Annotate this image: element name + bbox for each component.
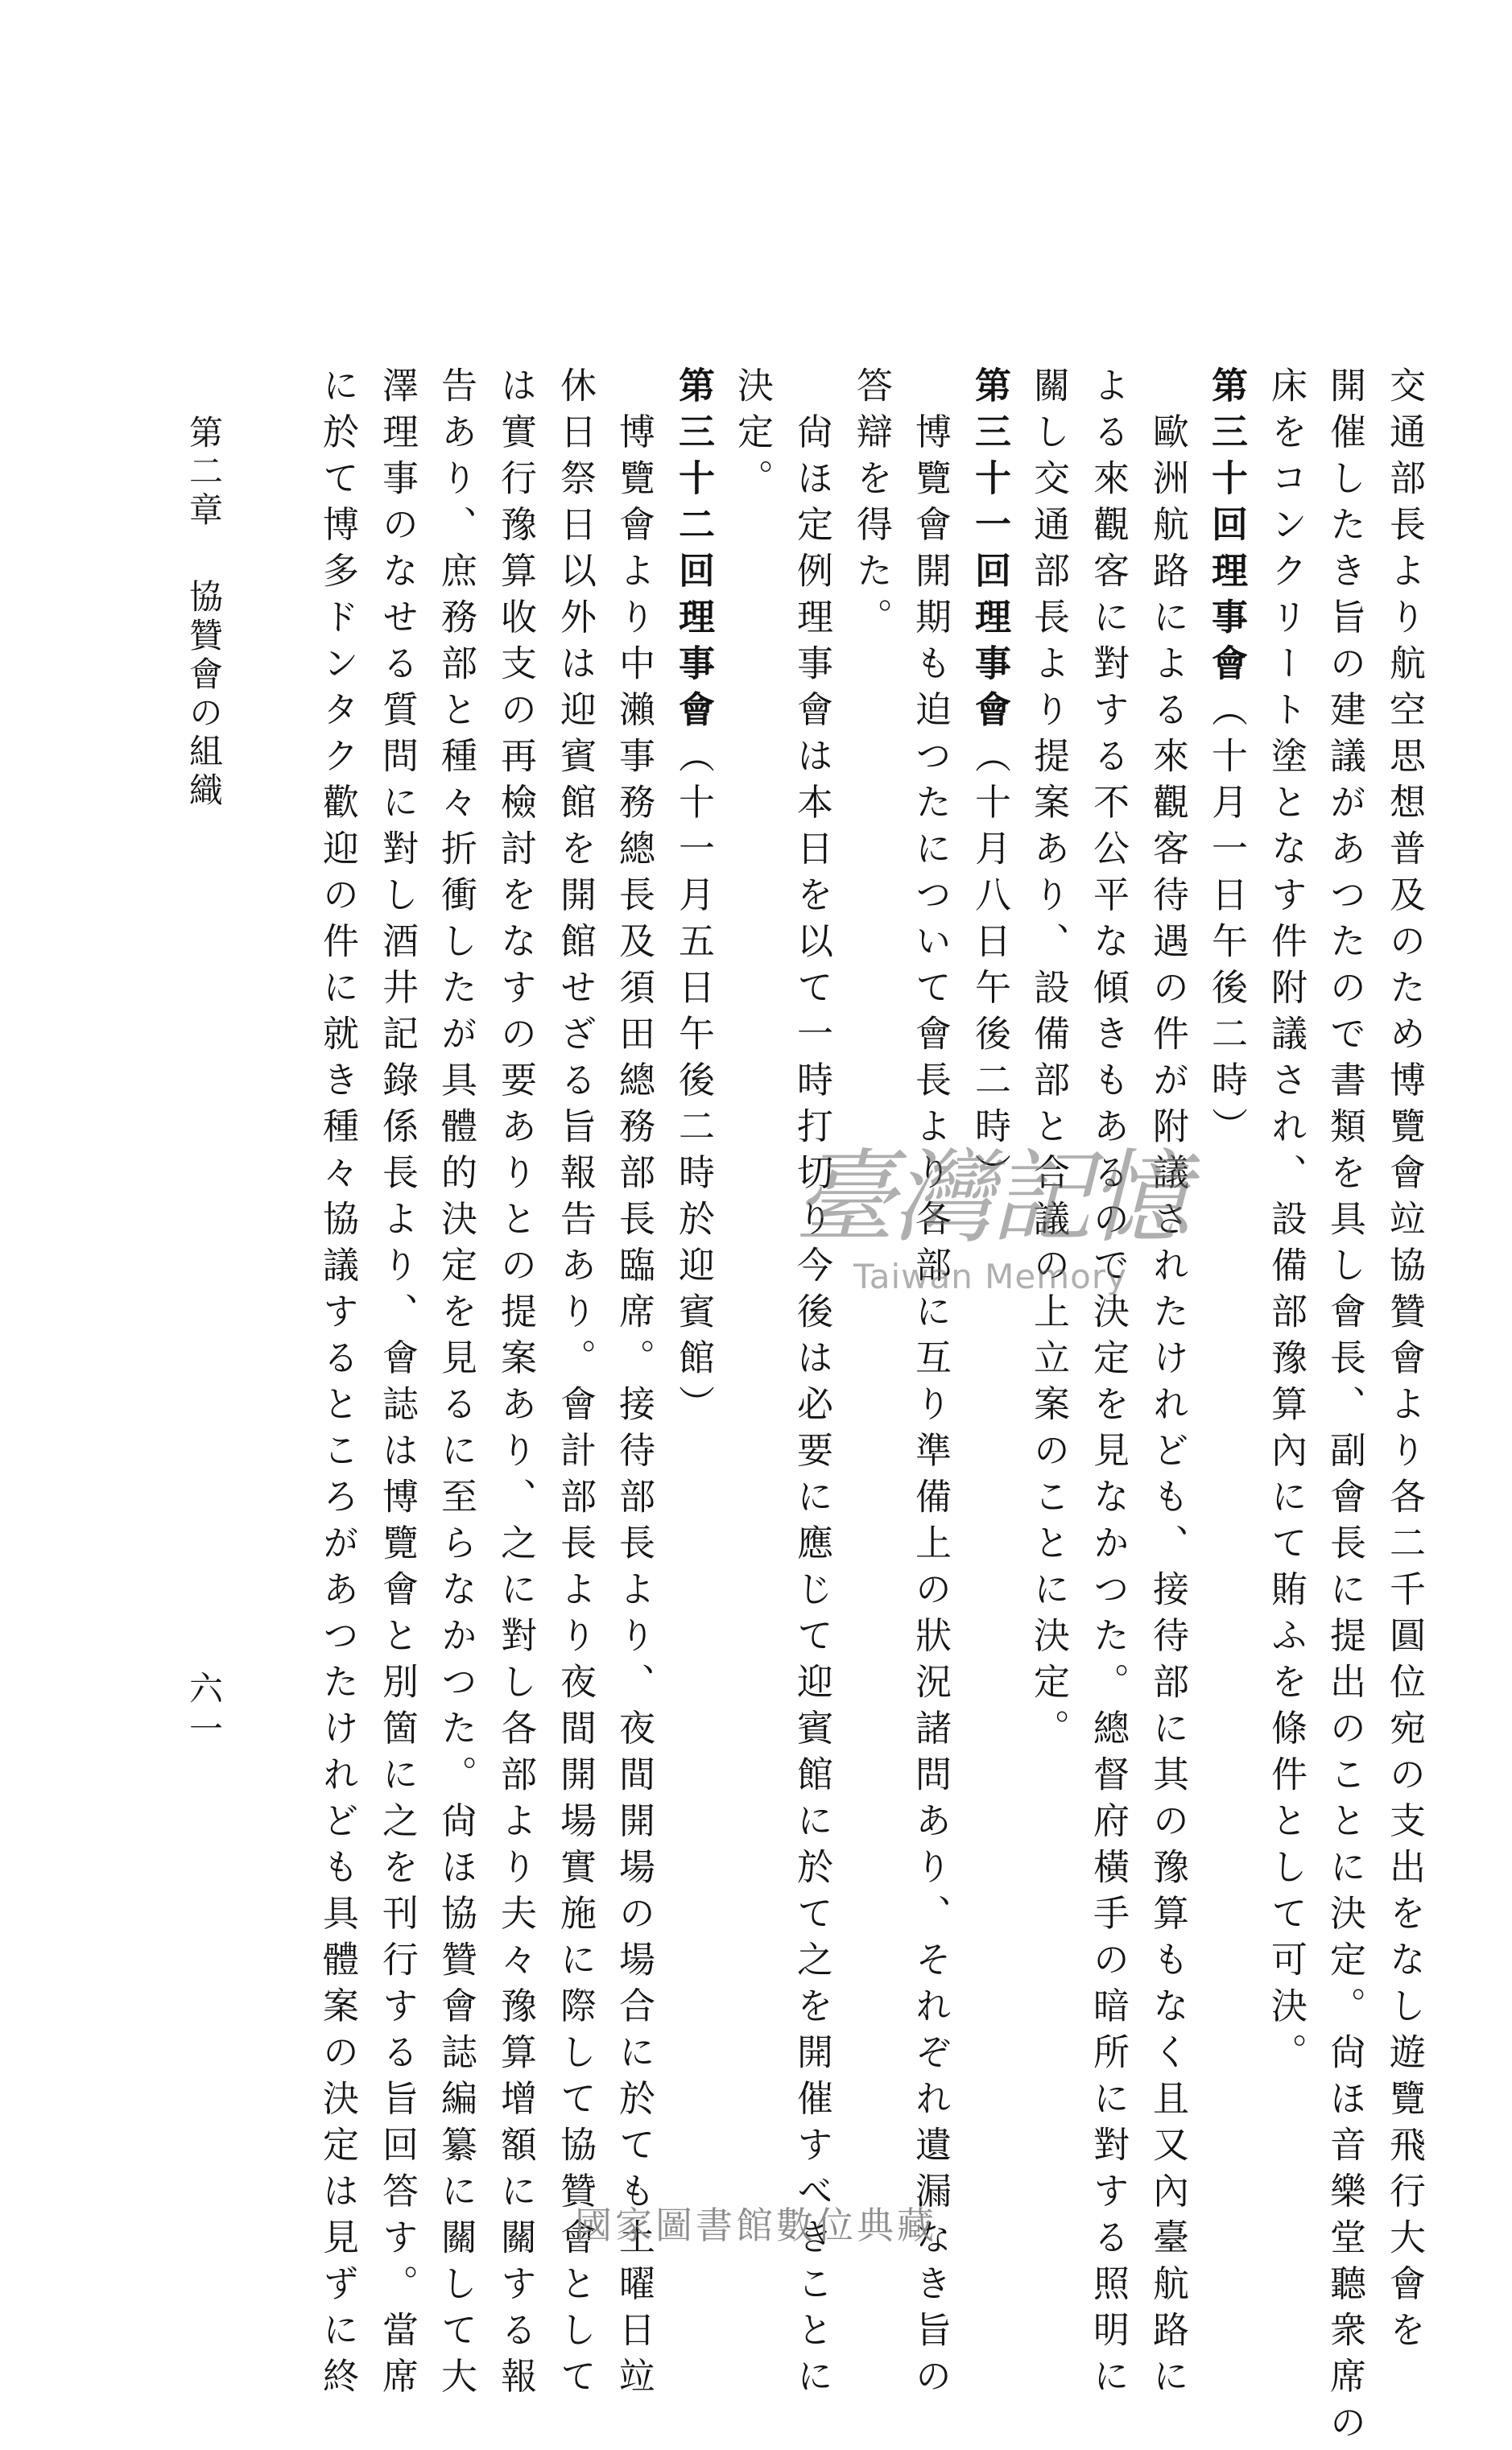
- text-column-line: 交通部長より航空思想普及のため博覽會竝協贊會より各二千圓位宛の支出をなし遊覽飛行大會を: [1383, 366, 1426, 2357]
- text-column: [316, 366, 359, 2403]
- text-column-line: は實行豫算收支の再檢討をなすの要ありとの提案あり、之に對し各部より夫々豫算增額に關する報: [494, 366, 537, 2403]
- page-number: 六一: [184, 1671, 224, 1751]
- section-heading-date: （十一月五日午後二時於迎賓館）: [672, 737, 715, 1432]
- text-column: [731, 366, 774, 506]
- text-column: [554, 366, 597, 2403]
- text-column: [613, 366, 655, 2403]
- text-column-line: 休日祭日以外は迎賓館を開館せざる旨報告あり。會計部長より夜間開場實施に際して協贊會として: [554, 366, 597, 2403]
- section-heading-title: 第三十二回理事會: [672, 366, 715, 737]
- text-column-line: 澤理事のなせる質問に對し酒井記錄係長より、會誌は博覽會と別箇に之を刊行する旨回答す。當席: [376, 366, 419, 2403]
- text-column-line: 答辯を得た。: [850, 366, 893, 644]
- text-column: [791, 366, 833, 2403]
- text-column-line: に於て博多ドンタク歡迎の件に就き種々協議するところがあつたけれども具體案の決定は見ずに終: [316, 366, 359, 2403]
- watermark-chinese: 臺灣記憶: [794, 1138, 1187, 1257]
- text-column: [435, 366, 477, 2403]
- section-heading: [969, 366, 1011, 1200]
- text-column-line: 關し交通部長より提案あり、設備部と合議の上立案のことに決定。: [1027, 366, 1070, 1755]
- section-heading-date: （十月一日午後二時）: [1205, 690, 1248, 1154]
- text-column-line: 尙ほ定例理事會は本日を以て一時打切り今後は必要に應じて迎賓館に於て之を開催すべきことに: [791, 366, 833, 2403]
- watermark-logo: [741, 1138, 1240, 1324]
- section-heading-title: 第三十回理事會: [1205, 366, 1248, 691]
- text-column-line: 開催したき旨の建議があつたので書類を具し會長、副會長に提出のことに決定。尙ほ音樂堂聽衆席の: [1324, 366, 1366, 2450]
- text-column: [1324, 366, 1366, 2450]
- section-heading: [1205, 366, 1248, 1154]
- text-column-line: 博覽會開期も迫つたについて會長より各部に互り準備上の狀況諸問あり、それぞれ遺漏なき旨の: [909, 366, 952, 2403]
- text-column: [376, 366, 419, 2403]
- running-head-chapter: 第二章: [184, 415, 224, 531]
- text-column: [1087, 366, 1130, 2403]
- section-heading-date: （十月八日午後二時）: [969, 737, 1011, 1200]
- running-head: [184, 415, 224, 811]
- text-column-line: 床をコンクリート塗となす件附議され、設備部豫算內にて賄ふを條件として可決。: [1265, 366, 1308, 2080]
- section-heading: [672, 366, 715, 1432]
- text-column: [909, 366, 952, 2403]
- text-column-line: 決定。: [731, 366, 774, 506]
- section-heading-title: 第三十一回理事會: [969, 366, 1011, 737]
- text-column: [1265, 366, 1308, 2080]
- collection-footer: 國家圖書館數位典藏: [575, 2204, 937, 2247]
- text-column-line: よる來觀客に對する不公平な傾きもあるので決定を見なかつた。總督府橫手の暗所に對する照明に: [1087, 366, 1130, 2403]
- watermark-english: Taiwan Memory: [853, 1257, 1127, 1296]
- running-head-title: 協贊會の組織: [184, 579, 224, 811]
- text-column: [494, 366, 537, 2403]
- text-column-line: 告あり、庶務部と種々折衝したが具體的決定を見るに至らなかつた。尙ほ協贊會誌編纂に關して大: [435, 366, 477, 2403]
- text-column-line: 博覽會より中瀨事務總長及須田總務部長臨席。接待部長より、夜間開場の場合に於ても土曜日竝: [613, 366, 655, 2403]
- text-column: [1146, 366, 1189, 2403]
- text-column: [850, 366, 893, 644]
- text-column: [1027, 366, 1070, 1755]
- text-column-line: 歐洲航路による來觀客待遇の件が附議されたけれども、接待部に其の豫算もなく且又內臺航路に: [1146, 366, 1189, 2403]
- text-column: [1383, 366, 1426, 2357]
